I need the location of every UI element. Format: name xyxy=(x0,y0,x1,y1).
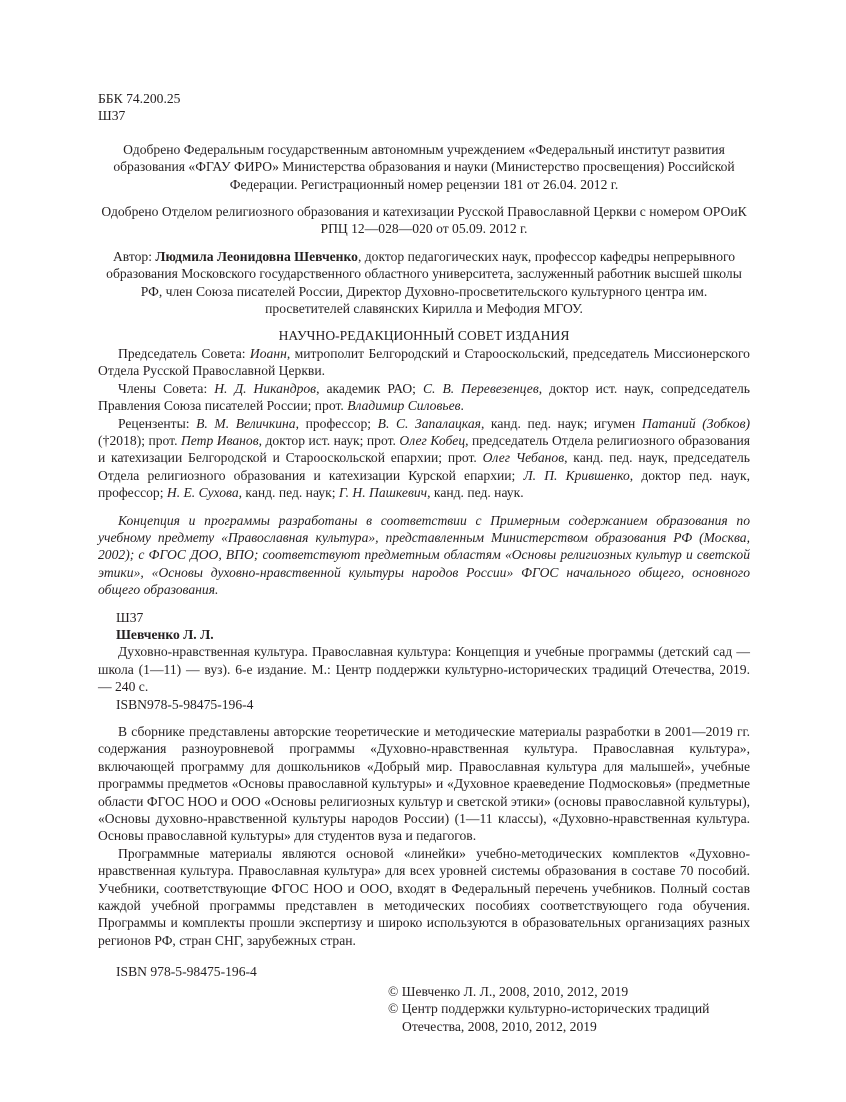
catalog-author: Шевченко Л. Л. xyxy=(116,626,214,642)
copyright-center: © Центр поддержки культурно-исторических традиций xyxy=(388,1001,710,1017)
council-chair: Председатель Совета: Иоанн, митрополит Белгородский и Старооскольский, председатель Миссионерского Отдела Русской Православной Церкви. xyxy=(98,345,750,379)
author-prefix: Автор: xyxy=(112,248,156,264)
author-name: Людмила Леонидовна Шевченко xyxy=(155,248,358,264)
copyright-block xyxy=(388,983,750,1035)
author-mark: Ш37 xyxy=(98,108,126,124)
copyright-author: © Шевченко Л. Л., 2008, 2010, 2012, 2019 xyxy=(388,983,629,999)
bbk-code: ББК 74.200.25 xyxy=(98,91,181,106)
council-reviewers: Рецензенты: В. М. Величкина, профессор; В. С. Запалацкая, канд. пед. наук; игумен Патаний (Зобков) (†2018); прот. Петр Иванов, доктор ист. наук; прот. Олег Кобец, председатель Отдела религиозного образования и катехизации Белгородской и Старооскольской епархии; прот. Олег Чебанов, канд. пед. наук, председатель Отдела религиозного образования и катехизации Курской епархии; Л. П. Крившенко, доктор пед. наук, профессор; Н. Е. Сухова, канд. пед. наук; Г. Н. Пашкевич, канд. пед. наук. xyxy=(98,415,750,501)
abstract-paragraph-2: Программные материалы являются основой «линейки» учебно-методических комплектов «Духовно-нравственная культура. Православная культура» для всех уровней системы образования в составе 70 пособий. Учебники, соответствующие ФГОС НОО и ООО, входят в Федеральный перечень учебников. Полный состав каждой учебной программы представлен в методических пособиях соответствующего года обучения. Программы и комплекты прошли экспертизу и широко используются в образовательных организациях разных регионов РФ, стран СНГ, зарубежных стран. xyxy=(98,845,750,948)
catalog-isbn: ISBN978-5-98475-196-4 xyxy=(116,696,254,712)
author-description: , доктор педагогических наук, профессор кафедры непрерывного образования Московского государственного областного университета, заслуженный работник высшей школы РФ, член Союза писателей России, Директор Духовно-просветительского культурного центра им. просветителей славянских Кирилла и Мефодия МГОУ. xyxy=(106,248,742,317)
catalog-description: Духовно-нравственная культура. Православная культура: Концепция и учебные программы (детский сад — школа (1—11) — вуз). 6-е издание. М.: Центр поддержки культурно-исторических традиций Отечества, 2019. — 240 с. xyxy=(98,644,750,695)
abstract-paragraph-1: В сборнике представлены авторские теоретические и методические материалы разработки в 2001—2019 гг. содержания разноуровневой программы «Духовно-нравственная культура. Православная культура», включающей программу для дошкольников «Добрый мир. Православная культура для малышей», учебные программы предметов «Основы православной культуры» и «Духовное краеведение Подмосковья» (предметные области ФГОС НОО и ООО «Основы религиозных культур и светской этики» (основы православной культуры), «Основы духовно-нравственной культуры народов России) (1—11 классы), «Духовно-нравственная культура. Основы православной культуры» для студентов вуза и педагогов. xyxy=(98,724,750,844)
copyright-center-years: Отечества, 2008, 2010, 2012, 2019 xyxy=(402,1018,597,1034)
isbn-bottom: ISBN 978-5-98475-196-4 xyxy=(116,964,257,980)
document-page xyxy=(98,90,750,1035)
catalog-code: Ш37 xyxy=(116,609,144,625)
approval-firo: Одобрено Федеральным государственным автономным учреждением «Федеральный институт развития образования «ФГАУ ФИРО» Министерства образования и науки (Министерство просвещения) Российской Федерации. Регистрационный номер рецензии 181 от 26.04. 2012 г. xyxy=(113,141,735,192)
author-info xyxy=(98,248,750,318)
council-members: Члены Совета: Н. Д. Никандров, академик РАО; С. В. Перевезенцев, доктор ист. наук, сопредседатель Правления Союза писателей России; прот. Владимир Силовьев. xyxy=(98,380,751,414)
concept-note: Концепция и программы разработаны в соответствии с Примерным содержанием образования по учебному предмету «Православная культура», представленным Министерством образования РФ (Москва, 2002); с ФГОС ДОО, ВПО; соответствуют предметным областям «Основы религиозных культур и светской этики», «Основы духовно-нравственной культуры народов России» ФГОС начального общего, основного общего образования. xyxy=(98,512,750,598)
approval-church: Одобрено Отделом религиозного образования и катехизации Русской Православной Церкви с номером ОРОиК РПЦ 12—028—020 от 05.09. 2012 г. xyxy=(101,204,747,237)
council-heading: НАУЧНО-РЕДАКЦИОННЫЙ СОВЕТ ИЗДАНИЯ xyxy=(278,328,570,344)
